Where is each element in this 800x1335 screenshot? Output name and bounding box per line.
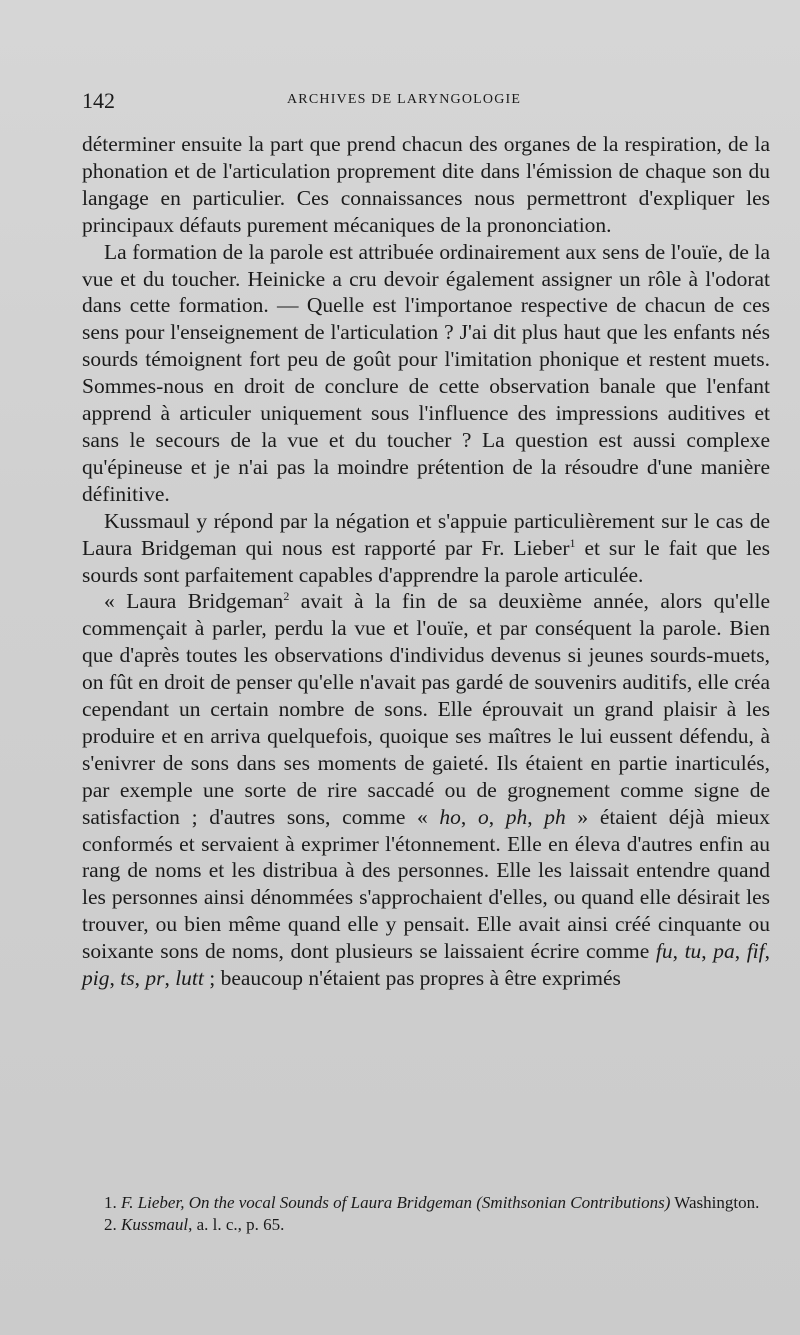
separator: , [134,966,146,991]
separator: , [109,966,121,991]
running-head: ARCHIVES DE LARYNGOLOGIE [287,92,522,107]
sound-word: pr [145,966,165,991]
paragraph-4-text-a: « Laura Bridgeman [104,589,284,614]
separator: , [164,966,176,991]
footnote-ref-1: 1 [569,535,576,550]
separator: , [734,939,747,964]
sound-word: ho [439,804,461,829]
sound-word: ph [505,804,528,829]
paragraph-4-text-c: » étaient déjà mieux conformés et servaient à exprimer l'étonnement. Elle en éleva d'autres enfin au rang de noms et les distribua à des personnes. Elle les laissait entendre quand les personnes ainsi dénommées s'approchaient d'elles, ou quand elle désirait les trouver, ou bien même quand elle y pensait. Elle avait ainsi créé cinquante ou soixante sons de noms, dont plusieurs se laissaient écrire comme [82,804,770,964]
page-header [82,88,770,114]
paragraph-3-text-b: et sur le fait que les sourds sont parfaitement capables d'apprendre la parole articulée. [82,535,770,587]
separator: , [701,939,714,964]
paragraph-2: La formation de la parole est attribuée ordinairement aux sens de l'ouïe, de la vue et du toucher. Heinicke a cru devoir également assigner un rôle à l'odorat dans cette formation. — Quelle est l'importanoe respective de chacun de ces sens pour l'enseignement de l'articulation ? J'ai dit plus haut que les enfants nés sourds témoignent fort peu de goût pour l'imitation phonique et restent muets. Sommes-nous en droit de conclure de cette observation banale que l'enfant apprend à articuler uniquement sous l'influence des impressions auditives et sans le secours de la vue et du toucher ? La question est aussi complexe qu'épineuse et je n'ai pas la moindre prétention de la résoudre d'une manière définitive. [82,239,770,506]
paragraph-1: déterminer ensuite la part que prend chacun des organes de la respiration, de la phonation et de l'articulation proprement dite dans l'émission de chaque son du langage en particulier. Ces connaissances nous permettront d'expliquer les principaux défauts purement mécaniques de la prononciation. [82,132,770,237]
sound-word: ph [544,804,566,829]
paragraph-4 [82,588,770,992]
footnote-2-author: Kussmaul [121,1215,189,1234]
footnote-1-citation: F. Lieber, On the vocal Sounds of Laura Bridgeman (Smithsonian Contributions) [121,1193,671,1212]
footnote-1 [82,1192,770,1214]
footnote-1-rest: Washington. [670,1193,760,1212]
sound-word: ts [120,966,135,991]
sound-word: fif [746,939,765,964]
separator: , [488,804,506,829]
separator: , [672,939,685,964]
paragraph-3 [82,508,770,589]
sound-word: fu [655,939,673,964]
paragraph-3-text-a: Kussmaul y répond par la négation et s'appuie particulièrement sur le cas de Laura Bridgeman qui nous est rapporté par Fr. Lieber [82,508,770,560]
separator: , [764,939,770,964]
separator: , [527,804,545,829]
body-text [82,131,770,992]
footnotes [82,1192,770,1236]
sound-word: tu [684,939,702,964]
paragraph-4-text-b: avait à la fin de sa deuxième année, alors qu'elle commençait à parler, perdu la vue et l'ouïe, et par conséquent la parole. Bien que d'après toutes les observations d'individus devenus si jeunes sourds-muets, on fût en droit de penser qu'elle n'avait pas gardé de souvenirs auditifs, elle créa cependant un certain nombre de sons. Elle éprouvait un grand plaisir à les produire et en arriva quelquefois, quoique ses maîtres le lui eussent défendu, à s'enivrer de sons dans ses moments de gaieté. Ils étaient en partie inarticulés, par exemple une sorte de rire saccadé ou de grognement comme signe de satisfaction ; d'autres sons, comme « [82,589,770,829]
sound-word: pig [82,966,110,991]
page-number: 142 [82,88,115,113]
paragraph-4-text-d: ; beaucoup n'étaient pas propres à être exprimés [203,966,621,991]
footnote-2-number: 2. [104,1215,121,1234]
sound-word: lutt [175,966,204,991]
footnote-ref-2: 2 [283,589,290,604]
footnote-1-number: 1. [104,1193,121,1212]
footnote-2 [82,1214,770,1236]
footnote-2-rest: , a. l. c., p. 65. [188,1215,285,1234]
sound-word: o [477,804,489,829]
separator: , [460,804,478,829]
sound-word: pa [713,939,735,964]
